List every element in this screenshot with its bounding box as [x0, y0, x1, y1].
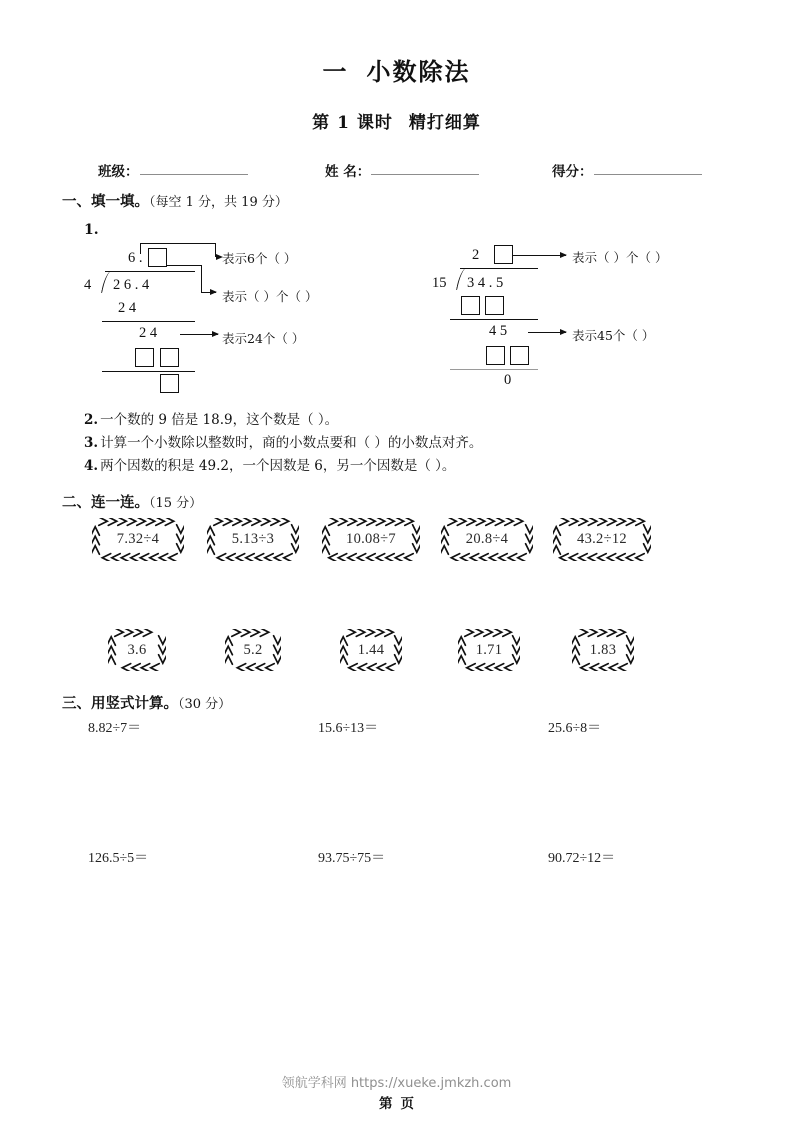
match-answer-text: 1.44 [357, 641, 385, 658]
left-rule-1 [102, 321, 195, 322]
page-number [0, 1092, 793, 1112]
lesson-name: 精打细算 [408, 113, 481, 133]
class-field[interactable] [98, 160, 248, 180]
question-2-number: 2. [84, 412, 99, 428]
right-quotient-integer: 2 [472, 247, 480, 263]
left-blank-box-2[interactable] [160, 348, 179, 367]
question-2-text: 一个数的 9 倍是 18.9，这个数是（ ）。 [100, 412, 339, 428]
page-prefix: 第 [379, 1096, 393, 1112]
match-answer-box[interactable] [225, 629, 281, 671]
class-label: 班级： [98, 164, 139, 180]
question-2 [84, 408, 338, 428]
left-blank-box-3[interactable] [160, 374, 179, 393]
arrow-2 [201, 292, 216, 293]
left-rule-2 [102, 371, 195, 372]
section-2-title: 二、连一连。 [62, 494, 149, 511]
lesson-number: 第 1 课时 [312, 113, 393, 133]
left-dividend: 2 6 . 4 [113, 277, 150, 293]
right-blank-box-2[interactable] [485, 296, 504, 315]
right-divisor: 15 [432, 275, 447, 291]
match-expression-box[interactable] [441, 518, 533, 561]
left-division-bar [105, 271, 195, 272]
left-arrow-label-3: 表示24个（ ） [222, 331, 305, 346]
right-arrow-2 [528, 332, 566, 333]
page-suffix: 页 [400, 1096, 414, 1112]
score-input-rule[interactable] [594, 163, 702, 175]
match-answer-text: 1.83 [589, 641, 617, 658]
vertical-calc-problem: 25.6÷8＝ [548, 721, 602, 736]
right-blank-box-1[interactable] [461, 296, 480, 315]
student-info-row [70, 160, 730, 182]
match-answer-box[interactable] [340, 629, 402, 671]
right-bringdown: 4 5 [489, 323, 508, 339]
site-watermark: 领航学科网 https://xueke.jmkzh.com [281, 1076, 512, 1091]
connector-2-vertical [201, 265, 202, 292]
right-dividend: 3 4 . 5 [467, 275, 504, 291]
right-arrow-1 [513, 255, 566, 256]
match-expression-text: 10.08÷7 [346, 531, 396, 547]
section-3-points: （30 分） [178, 697, 232, 712]
match-answer-box[interactable] [108, 629, 166, 671]
left-arrow-label-1: 表示6个（ ） [222, 251, 297, 266]
match-expression-text: 7.32÷4 [116, 531, 160, 547]
bracket-top-horizontal [140, 243, 216, 244]
unit-number: 一 [322, 57, 349, 86]
vertical-calc-problem: 8.82÷7＝ [88, 721, 142, 736]
match-answer-box[interactable] [458, 629, 520, 671]
left-quotient-blank-box[interactable] [148, 248, 167, 267]
left-blank-box-1[interactable] [135, 348, 154, 367]
question-4-text: 两个因数的积是 49.2，一个因数是 6，另一个因数是（ ）。 [100, 458, 456, 474]
section-1-points: （每空 1 分，共 19 分） [149, 195, 288, 210]
vertical-calc-problem: 90.72÷12＝ [548, 851, 616, 866]
section-2-heading [62, 491, 202, 512]
section-1-heading [62, 190, 288, 211]
match-expression-text: 43.2÷12 [577, 531, 627, 547]
page-title [0, 52, 793, 87]
name-label: 姓 名： [325, 164, 371, 180]
right-rule-1 [450, 319, 538, 320]
match-expression-box[interactable] [322, 518, 420, 561]
left-subtrahend-1: 2 4 [118, 300, 137, 316]
match-expression-box[interactable] [207, 518, 299, 561]
question-3 [84, 431, 482, 451]
class-input-rule[interactable] [140, 163, 248, 175]
name-input-rule[interactable] [371, 163, 479, 175]
score-field[interactable] [552, 160, 702, 180]
match-answer-text: 5.2 [243, 641, 263, 658]
left-divisor: 4 [84, 277, 92, 293]
right-blank-box-4[interactable] [510, 346, 529, 365]
score-label: 得分： [552, 164, 593, 180]
match-answer-box[interactable] [572, 629, 634, 671]
left-bringdown: 2 4 [139, 325, 158, 341]
right-remainder: 0 [504, 372, 512, 388]
right-quotient-blank-box[interactable] [494, 245, 513, 264]
vertical-calc-problem: 126.5÷5＝ [88, 851, 149, 866]
arrow-3 [180, 334, 218, 335]
section-3-title: 三、用竖式计算。 [62, 695, 178, 712]
vertical-calc-problem: 93.75÷75＝ [318, 851, 386, 866]
question-4 [84, 454, 455, 474]
name-field[interactable] [325, 160, 479, 180]
section-1-title: 一、填一填。 [62, 193, 149, 210]
right-division-bar [460, 268, 538, 269]
connector-2-horizontal-a [167, 265, 202, 266]
match-answer-text: 3.6 [127, 641, 147, 658]
question-1-number: 1. [84, 222, 99, 238]
match-expression-text: 20.8÷4 [465, 531, 509, 547]
left-arrow-label-2: 表示（ ）个（ ） [222, 289, 318, 304]
right-rule-2 [450, 369, 538, 370]
question-3-text: 计算一个小数除以整数时，商的小数点要和（ ）的小数点对齐。 [100, 435, 483, 451]
left-quotient-integer: 6 . [128, 250, 143, 266]
right-blank-box-3[interactable] [486, 346, 505, 365]
unit-title: 小数除法 [366, 57, 471, 86]
match-expression-box[interactable] [553, 518, 651, 561]
match-expression-text: 5.13÷3 [231, 531, 275, 547]
vertical-calc-problem: 15.6÷13＝ [318, 721, 379, 736]
right-arrow-label-2: 表示45个（ ） [572, 328, 655, 343]
right-arrow-label-1: 表示（ ）个（ ） [572, 250, 668, 265]
section-3-heading [62, 692, 231, 713]
match-expression-box[interactable] [92, 518, 184, 561]
lesson-title [0, 108, 793, 133]
section-2-points: （15 分） [149, 496, 203, 511]
question-4-number: 4. [84, 458, 99, 474]
match-answer-text: 1.71 [475, 641, 503, 658]
question-3-number: 3. [84, 435, 99, 451]
